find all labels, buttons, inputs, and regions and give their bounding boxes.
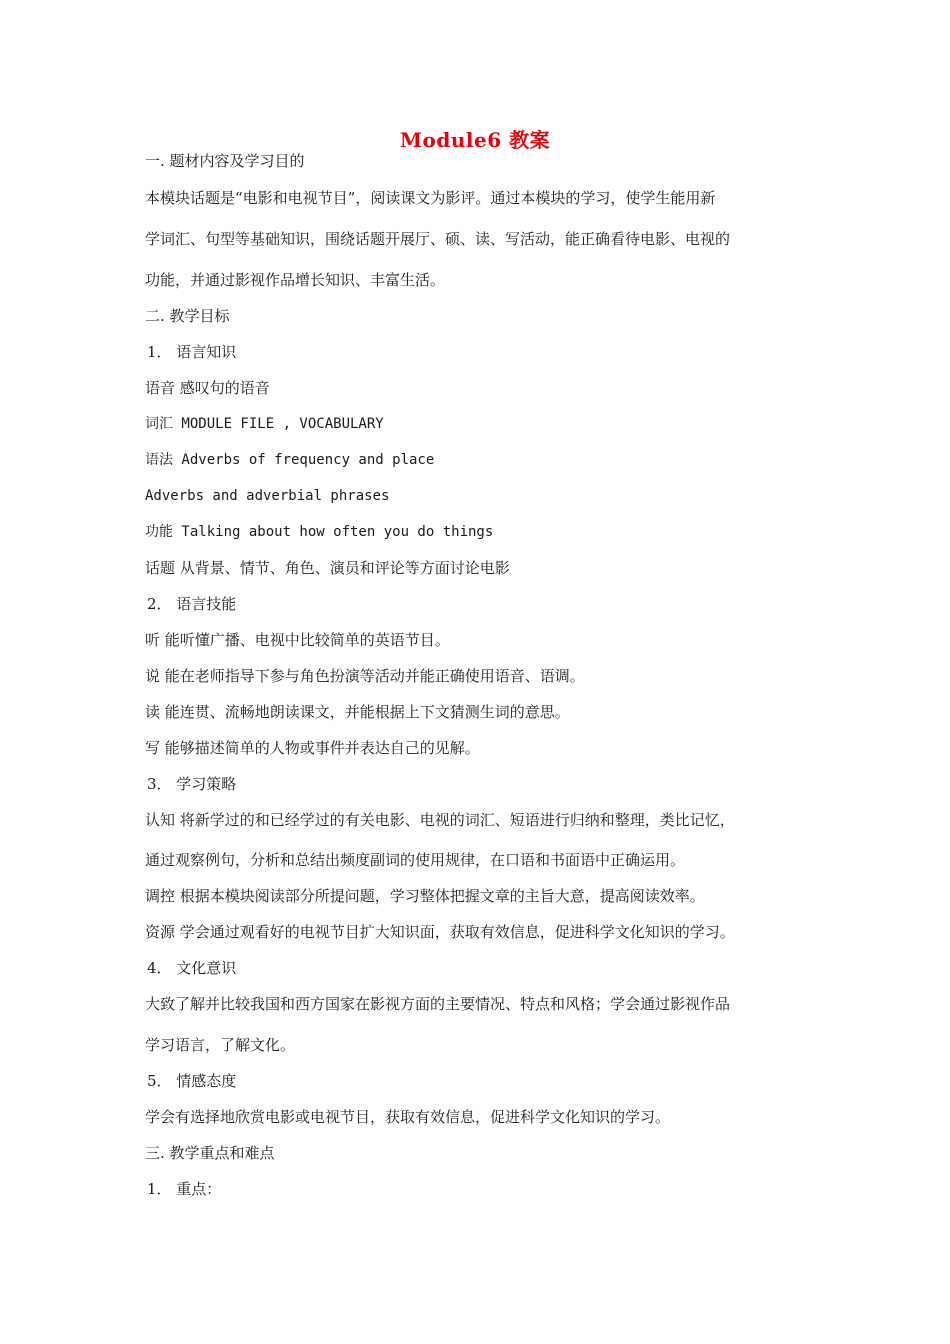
subsection-heading: 1． 重点： — [147, 1180, 222, 1198]
subsection-heading: 4． 文化意识 — [147, 959, 237, 977]
subsection-heading: 2． 语言技能 — [147, 595, 237, 613]
paragraph-line: 功能 Talking about how often you do things — [145, 524, 494, 540]
paragraph-line: 调控 根据本模块阅读部分所提问题，学习整体把握文章的主旨大意，提高阅读效率。 — [145, 887, 705, 905]
paragraph-line: 本模块话题是“电影和电视节目”，阅读课文为影评。通过本模块的学习，使学生能用新 — [145, 189, 716, 207]
paragraph-line: 学词汇、句型等基础知识，围绕话题开展厅、硕、读、写活动，能正确看待电影、电视的 — [145, 230, 731, 248]
subsection-heading: 1． 语言知识 — [147, 343, 237, 361]
paragraph-line: 学习语言，了解文化。 — [145, 1036, 296, 1054]
paragraph-line: 听 能听懂广播、电视中比较简单的英语节目。 — [145, 631, 450, 649]
document-title: Module6 教案 — [399, 128, 551, 152]
paragraph-line: 功能，并通过影视作品增长知识、丰富生活。 — [145, 271, 446, 289]
paragraph-line: 学会有选择地欣赏电影或电视节目，获取有效信息，促进科学文化知识的学习。 — [145, 1108, 671, 1126]
paragraph-line: 读 能连贯、流畅地朗读课文，并能根据上下文猜测生词的意思。 — [145, 703, 570, 721]
paragraph-line: 词汇 MODULE FILE , VOCABULARY — [145, 416, 384, 432]
paragraph-line: 话题 从背景、情节、角色、演员和评论等方面讨论电影 — [145, 559, 510, 577]
paragraph-line: 语法 Adverbs of frequency and place — [145, 452, 435, 468]
paragraph-line: 大致了解并比较我国和西方国家在影视方面的主要情况、特点和风格；学会通过影视作品 — [145, 995, 731, 1013]
section-heading-2: 二. 教学目标 — [145, 307, 230, 325]
paragraph-line: 认知 将新学过的和已经学过的有关电影、电视的词汇、短语进行归纳和整理，类比记忆， — [145, 811, 735, 829]
paragraph-line: 语音 感叹句的语音 — [145, 379, 270, 397]
section-heading-1: 一. 题材内容及学习目的 — [145, 152, 305, 170]
paragraph-line: 资源 学会通过观看好的电视节目扩大知识面，获取有效信息，促进科学文化知识的学习。 — [145, 923, 735, 941]
paragraph-line: 写 能够描述简单的人物或事件并表达自己的见解。 — [145, 739, 480, 757]
paragraph-line: Adverbs and adverbial phrases — [145, 488, 390, 504]
paragraph-line: 说 能在老师指导下参与角色扮演等活动并能正确使用语音、语调。 — [145, 667, 585, 685]
subsection-heading: 3． 学习策略 — [147, 775, 237, 793]
subsection-heading: 5． 情感态度 — [147, 1072, 237, 1090]
paragraph-line: 通过观察例句，分析和总结出频度副词的使用规律，在口语和书面语中正确运用。 — [145, 851, 686, 869]
section-heading-3: 三. 教学重点和难点 — [145, 1144, 275, 1162]
